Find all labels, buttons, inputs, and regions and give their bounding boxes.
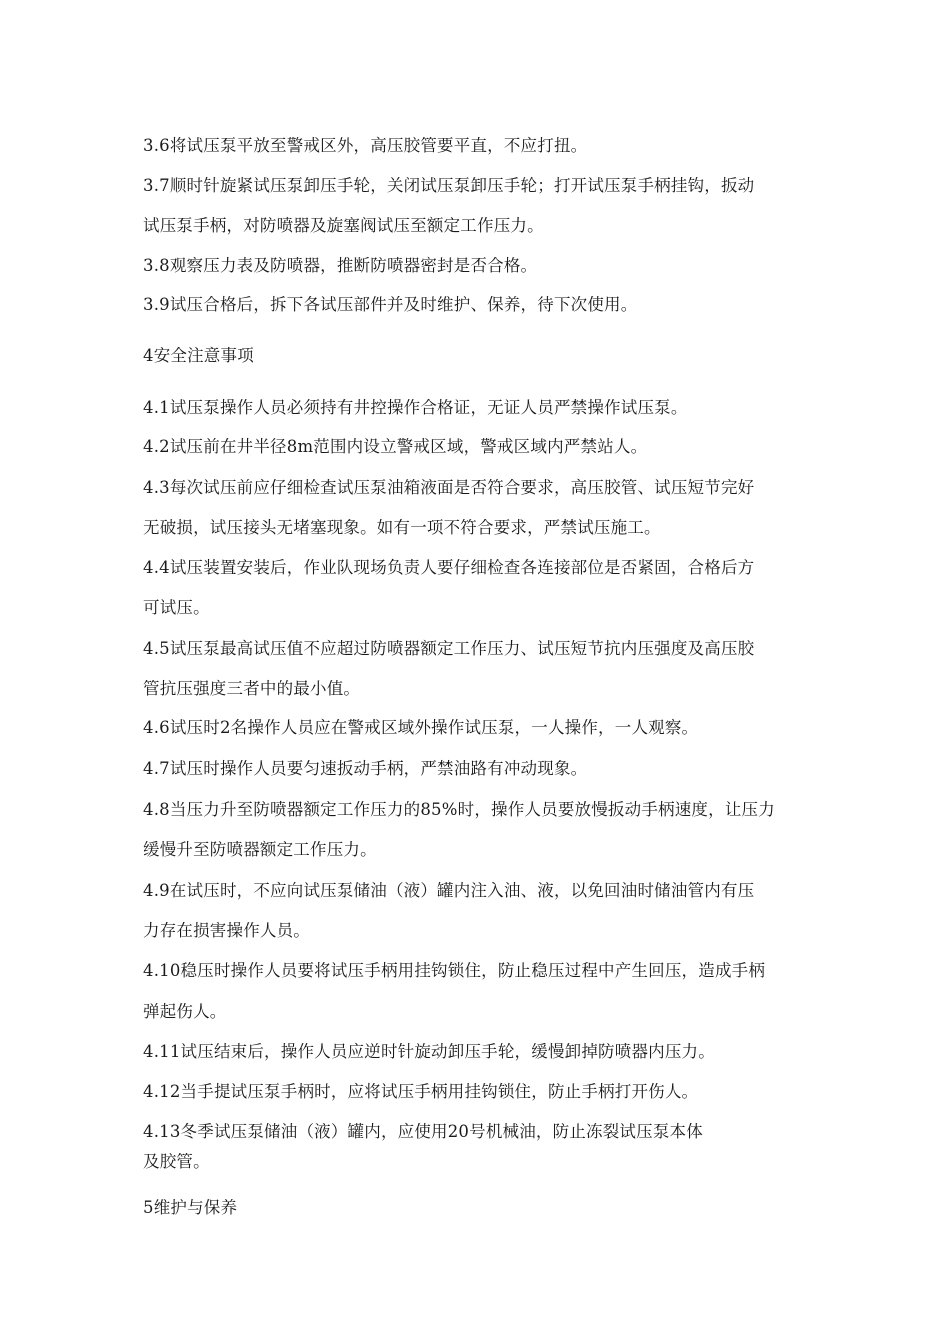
section-heading-4: 4安全注意事项 xyxy=(143,346,254,365)
text-line-4-5-cont: 管抗压强度三者中的最小值。 xyxy=(143,679,361,698)
text-line-4-6: 4.6试压时2名操作人员应在警戒区域外操作试压泵，一人操作，一人观察。 xyxy=(143,718,699,737)
text-line-4-13: 4.13冬季试压泵储油（液）罐内，应使用20号机械油，防止冻裂试压泵本体 xyxy=(143,1122,703,1141)
text-line-4-3: 4.3每次试压前应仔细检查试压泵油箱液面是否符合要求，高压胶管、试压短节完好 xyxy=(143,478,755,497)
text-line-4-7: 4.7试压时操作人员要匀速扳动手柄，严禁油路有冲动现象。 xyxy=(143,759,588,778)
text-line-3-7-cont: 试压泵手柄，对防喷器及旋塞阀试压至额定工作压力。 xyxy=(143,216,544,235)
text-line-4-9-cont: 力存在损害操作人员。 xyxy=(143,921,310,940)
text-line-3-8: 3.8观察压力表及防喷器，推断防喷器密封是否合格。 xyxy=(143,256,538,275)
text-line-4-11: 4.11试压结束后，操作人员应逆时针旋动卸压手轮，缓慢卸掉防喷器内压力。 xyxy=(143,1042,715,1061)
text-line-3-6: 3.6将试压泵平放至警戒区外，高压胶管要平直，不应打扭。 xyxy=(143,136,588,155)
text-line-3-7: 3.7顺时针旋紧试压泵卸压手轮，关闭试压泵卸压手轮；打开试压泵手柄挂钩，扳动 xyxy=(143,176,755,195)
text-line-4-10-cont: 弹起伤人。 xyxy=(143,1002,227,1021)
text-line-4-5: 4.5试压泵最高试压值不应超过防喷器额定工作压力、试压短节抗内压强度及高压胶 xyxy=(143,639,755,658)
text-line-3-9: 3.9试压合格后，拆下各试压部件并及时维护、保养，待下次使用。 xyxy=(143,295,638,314)
section-heading-5: 5维护与保养 xyxy=(143,1198,238,1217)
text-line-4-4: 4.4试压装置安装后，作业队现场负责人要仔细检查各连接部位是否紧固，合格后方 xyxy=(143,558,755,577)
text-line-4-8: 4.8当压力升至防喷器额定工作压力的85%时，操作人员要放慢扳动手柄速度，让压力 xyxy=(143,800,775,819)
text-line-4-1: 4.1试压泵操作人员必须持有井控操作合格证，无证人员严禁操作试压泵。 xyxy=(143,398,688,417)
text-line-4-12: 4.12当手提试压泵手柄时，应将试压手柄用挂钩锁住，防止手柄打开伤人。 xyxy=(143,1082,699,1101)
text-line-4-4-cont: 可试压。 xyxy=(143,598,210,617)
text-line-4-3-cont: 无破损，试压接头无堵塞现象。如有一项不符合要求，严禁试压施工。 xyxy=(143,518,661,537)
text-line-4-2: 4.2试压前在井半径8m范围内设立警戒区域，警戒区域内严禁站人。 xyxy=(143,437,648,456)
text-line-4-8-cont: 缓慢升至防喷器额定工作压力。 xyxy=(143,840,377,859)
text-line-4-9: 4.9在试压时，不应向试压泵储油（液）罐内注入油、液，以免回油时储油管内有压 xyxy=(143,881,755,900)
text-line-4-13-cont: 及胶管。 xyxy=(143,1152,210,1171)
text-line-4-10: 4.10稳压时操作人员要将试压手柄用挂钩锁住，防止稳压过程中产生回压，造成手柄 xyxy=(143,961,766,980)
